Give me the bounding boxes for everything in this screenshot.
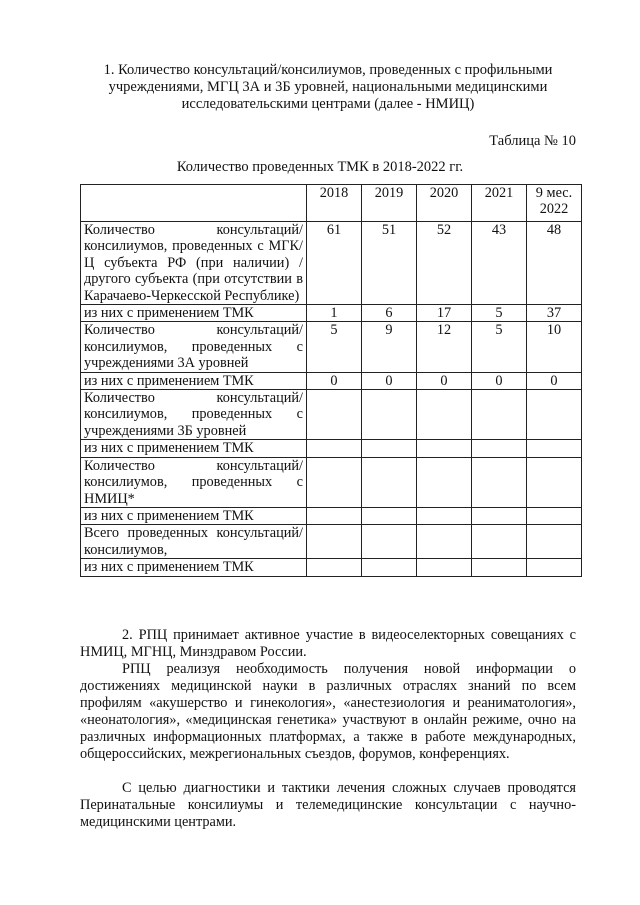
table-row (81, 372, 582, 389)
table-row (81, 525, 582, 559)
section-heading: 1. Количество консультаций/консилиумов, проведенных с профильными учреждениями, МГЦ 3А и 3Б уровней, национальными медицинскими исследовательскими центрами (далее - НМИЦ) (103, 62, 553, 112)
cell-value: 12 (417, 322, 472, 372)
table-row (81, 507, 582, 524)
cell-value (527, 390, 582, 440)
cell-value (307, 390, 362, 440)
cell-value (362, 525, 417, 559)
cell-value (417, 559, 472, 576)
paragraph-consultations: С целью диагностики и тактики лечения сложных случаев проводятся Перинатальные консилиумы и телемедицинские консультации с научно-медицинскими центрами. (80, 780, 576, 830)
cell-value: 1 (307, 305, 362, 322)
cell-value: 6 (362, 305, 417, 322)
row-label: Количество консультаций/ консилиумов, проведенных с учреждениями 3А уровней (81, 322, 307, 372)
cell-value: 48 (527, 222, 582, 305)
row-label: Количество консультаций/ консилиумов, проведенных с МГК/Ц субъекта РФ (при наличии) / другого субъекта (при отсутствии в Карачаево-Черкесской Республике) (81, 222, 307, 305)
cell-value (417, 390, 472, 440)
table-number: Таблица № 10 (489, 133, 576, 149)
cell-value (527, 457, 582, 507)
cell-value: 5 (472, 322, 527, 372)
cell-value (307, 440, 362, 457)
row-label: из них с применением ТМК (81, 440, 307, 457)
cell-value (527, 525, 582, 559)
header-year: 2021 (472, 185, 527, 222)
cell-value (417, 525, 472, 559)
cell-value (472, 525, 527, 559)
cell-value (527, 440, 582, 457)
cell-value: 51 (362, 222, 417, 305)
cell-value: 10 (527, 322, 582, 372)
row-label: из них с применением ТМК (81, 507, 307, 524)
cell-value: 0 (307, 372, 362, 389)
paragraph-webinars: 2. РПЦ принимает активное участие в видеоселекторных совещаниях с НМИЦ, МГНЦ, Минздравом России. (80, 627, 576, 660)
cell-value: 61 (307, 222, 362, 305)
table-row (81, 305, 582, 322)
cell-value (307, 457, 362, 507)
cell-value: 52 (417, 222, 472, 305)
cell-value: 0 (417, 372, 472, 389)
cell-value: 0 (472, 372, 527, 389)
table-row (81, 559, 582, 576)
row-label: Количество консультаций/ консилиумов, проведенных с учреждениями 3Б уровней (81, 390, 307, 440)
cell-value (362, 559, 417, 576)
table-row (81, 322, 582, 372)
cell-value: 43 (472, 222, 527, 305)
cell-value (472, 457, 527, 507)
header-year: 2019 (362, 185, 417, 222)
cell-value (472, 507, 527, 524)
cell-value (417, 507, 472, 524)
cell-value: 5 (472, 305, 527, 322)
table-header-row (81, 185, 582, 222)
header-year: 9 мес. 2022 (527, 185, 582, 222)
row-label: из них с применением ТМК (81, 305, 307, 322)
cell-value (307, 507, 362, 524)
cell-value: 0 (362, 372, 417, 389)
cell-value (362, 507, 417, 524)
cell-value (307, 525, 362, 559)
cell-value (527, 507, 582, 524)
table-row (81, 457, 582, 507)
row-label: из них с применением ТМК (81, 372, 307, 389)
row-label: Количество консультаций/ консилиумов, проведенных с НМИЦ* (81, 457, 307, 507)
cell-value (472, 390, 527, 440)
cell-value (472, 559, 527, 576)
cell-value (417, 457, 472, 507)
header-corner (81, 185, 307, 222)
cell-value (362, 457, 417, 507)
table-row (81, 390, 582, 440)
cell-value (307, 559, 362, 576)
cell-value: 17 (417, 305, 472, 322)
header-year: 2018 (307, 185, 362, 222)
cell-value (472, 440, 527, 457)
cell-value (362, 390, 417, 440)
row-label: из них с применением ТМК (81, 559, 307, 576)
cell-value: 5 (307, 322, 362, 372)
header-year: 2020 (417, 185, 472, 222)
cell-value: 0 (527, 372, 582, 389)
cell-value (527, 559, 582, 576)
paragraph-online-participation: РПЦ реализуя необходимость получения новой информации о достижениях медицинской науки в различных отраслях знаний по всем профилям «акушерство и гинекология», «анестезиология и реаниматология», «неонатология», «медицинская генетика» участвуют в онлайн режиме, очно на различных информационных платформах, а также в работе международных, общероссийских, межрегиональных съездов, форумов, конференциях. (80, 661, 576, 762)
row-label: Всего проведенных консультаций/ консилиумов, (81, 525, 307, 559)
cell-value: 37 (527, 305, 582, 322)
cell-value (417, 440, 472, 457)
table-row (81, 222, 582, 305)
cell-value (362, 440, 417, 457)
tmk-table (80, 184, 582, 577)
cell-value: 9 (362, 322, 417, 372)
table-caption: Количество проведенных ТМК в 2018-2022 гг. (176, 159, 464, 175)
table-row (81, 440, 582, 457)
